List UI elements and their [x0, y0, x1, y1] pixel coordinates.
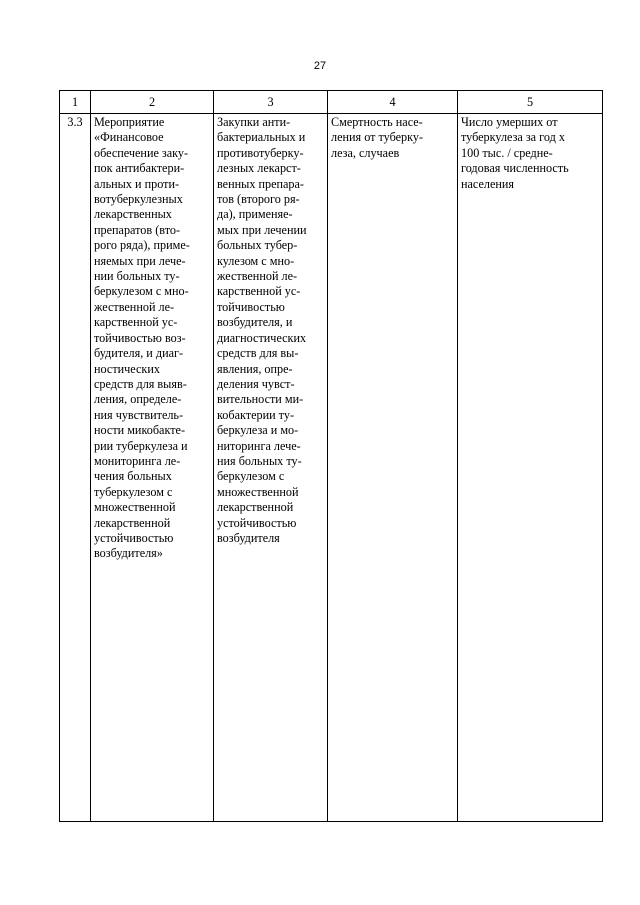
indicator-cell	[328, 114, 458, 822]
formula-text: Число умерших от туберкулеза за год х 100 тыс. / средне- годовая численность населения	[461, 115, 569, 191]
document-table	[59, 90, 603, 822]
result-text: Закупки анти- бактериальных и противотуберку- лезных лекарст- венных препара- тов (второго ря- да), применяе- мых при лечении больных тубер- кулезом с мно- жественной ле- карственной ус- тойчивостью возбудителя, и диагностических средств для вы- явления, опре- деления чувст- вительности ми- кобактерии ту- беркулеза и мо- ниторинга лече- ния больных ту- беркулезом с множественной лекарственной устойчивостью возбудителя	[217, 115, 307, 545]
header-col-1: 1	[60, 91, 91, 114]
activity-cell	[91, 114, 214, 822]
header-col-3: 3	[214, 91, 328, 114]
header-col-2: 2	[91, 91, 214, 114]
header-col-4: 4	[328, 91, 458, 114]
row-number: 3.3	[60, 114, 91, 822]
page-number: 27	[313, 60, 327, 72]
table-header-row	[60, 91, 603, 114]
formula-cell	[458, 114, 603, 822]
result-cell	[214, 114, 328, 822]
table-row	[60, 114, 603, 822]
indicator-text: Смертность насе- ления от туберку- леза, случаев	[331, 115, 424, 160]
header-col-5: 5	[458, 91, 603, 114]
activity-text: Мероприятие «Финансовое обеспечение заку- пок антибактери- альных и проти- вотуберкулезных лекарственных препаратов (вто- рого ряда), приме- няемых при лече- нии больных ту- беркулезом с мно- жественной ле- карственной ус- тойчивостью воз- будителя, и диаг- ностических средств для выяв- ления, определе- ния чувствитель- ности микобакте- рии туберкулеза и мониторинга ле- чения больных туберкулезом с множественной лекарственной устойчивостью возбудителя»	[94, 115, 190, 561]
